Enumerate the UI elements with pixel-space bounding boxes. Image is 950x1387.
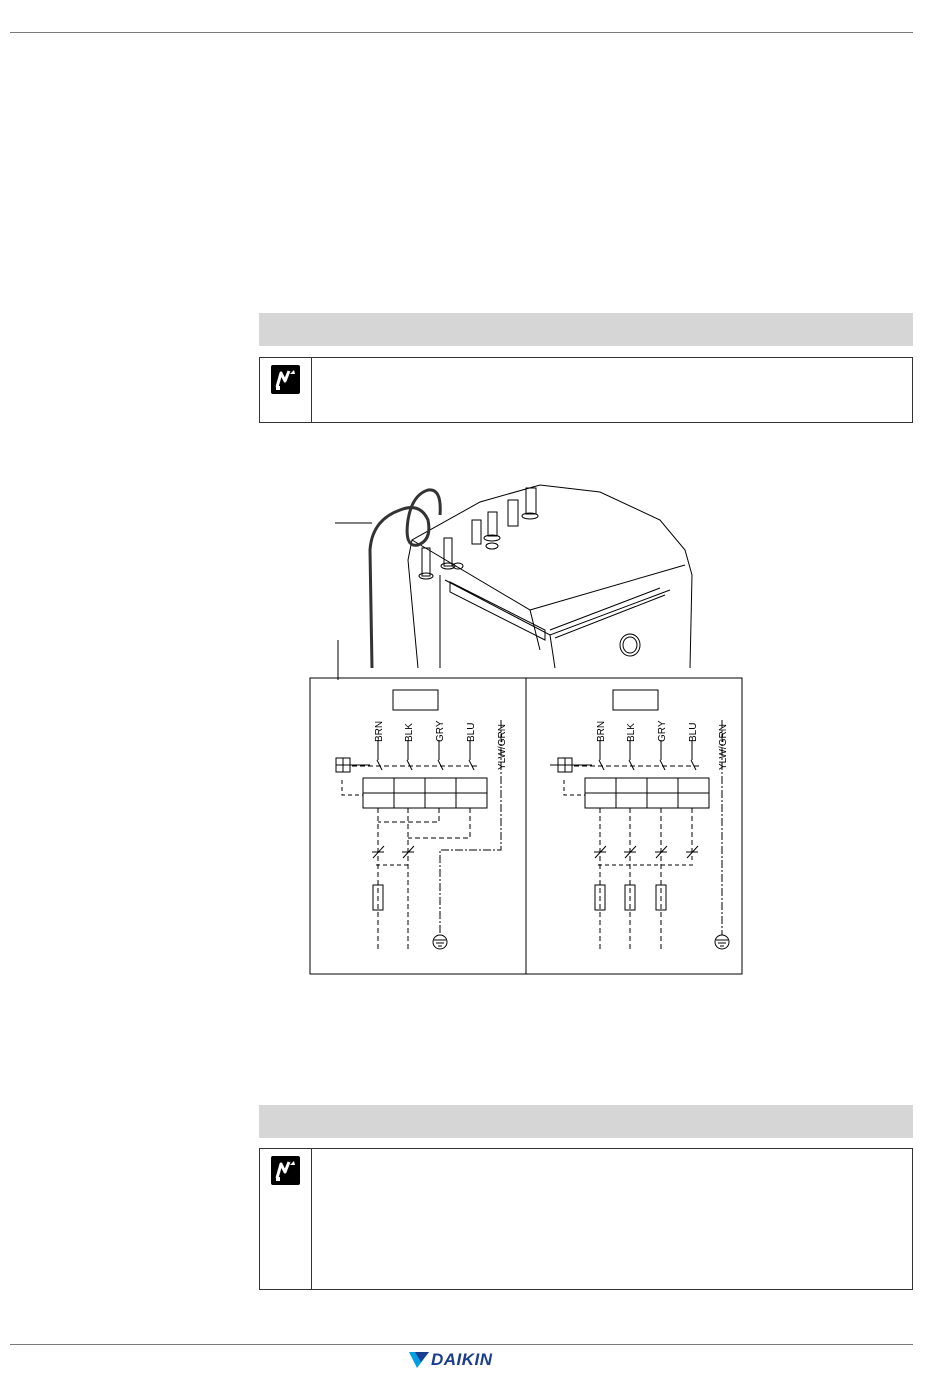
section-heading-bar-2 [259,1105,913,1138]
wire-label-blu-right: BLU [688,722,699,742]
section-heading-bar-1 [259,313,913,346]
note-box-2 [259,1148,913,1290]
wiring-diagram-svg [300,480,760,980]
wire-label-ylwgrn-right: YLW/GRN [718,724,729,770]
note-icon [271,1156,300,1185]
daikin-logo [409,1348,519,1372]
wire-label-brn-left: BRN [374,720,385,742]
daikin-logo-icon [409,1348,431,1372]
note-box-1 [259,357,913,423]
wire-label-blk-left: BLK [404,723,415,742]
header-rule [10,32,913,33]
brand-name: DAIKIN [431,1350,493,1369]
wire-label-gry-left: GRY [435,720,446,742]
wire-label-brn-right: BRN [596,720,607,742]
footer-rule [10,1344,913,1345]
note-icon-cell [260,1149,312,1289]
note-icon [271,365,300,394]
wire-label-blu-left: BLU [466,722,477,742]
note-icon-cell [260,358,312,422]
wire-label-gry-right: GRY [657,720,668,742]
wire-label-blk-right: BLK [626,723,637,742]
wire-label-ylwgrn-left: YLW/GRN [497,724,508,770]
wiring-diagram [300,480,760,980]
